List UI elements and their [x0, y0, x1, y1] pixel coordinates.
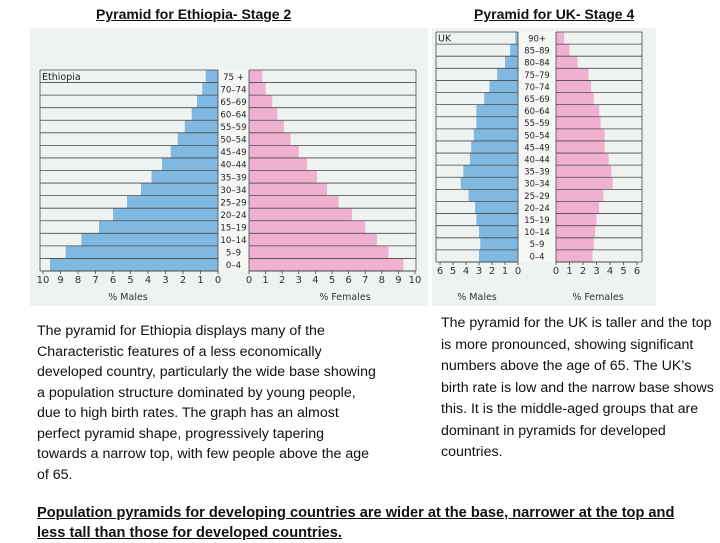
age-group-label: 75 + — [223, 72, 244, 83]
male-bar — [463, 165, 518, 177]
female-axis-tick: 4 — [606, 266, 614, 277]
female-axis-label: % Females — [572, 292, 624, 303]
female-axis-tick: 3 — [295, 275, 302, 286]
age-group-label: 20–24 — [220, 210, 247, 221]
female-bar — [556, 201, 599, 213]
male-bar — [469, 189, 518, 201]
age-group-label: 40–44 — [220, 160, 247, 171]
female-axis-tick: 6 — [345, 275, 352, 286]
female-bar — [556, 93, 594, 105]
male-bar — [497, 68, 518, 80]
female-bar — [556, 117, 601, 129]
age-group-label: 25–29 — [220, 198, 247, 209]
age-group-label: 70–74 — [220, 85, 247, 96]
female-bar — [249, 196, 339, 209]
female-bar — [556, 141, 605, 153]
male-bar — [505, 56, 518, 68]
age-group-label: 80–84 — [524, 57, 550, 68]
male-axis-tick: 1 — [501, 266, 509, 277]
female-bar — [249, 70, 262, 83]
female-axis-tick: 7 — [362, 275, 369, 286]
male-bar — [162, 158, 218, 171]
female-axis-tick: 1 — [566, 266, 573, 277]
male-bar — [141, 183, 218, 196]
uk-description: The pyramid for the UK is taller and the top is more pronounced, showing significant numbers above the age of 65. The UK’s birth rate is low and the narrow base shows this. It is the middle-aged groups that are dominant in pyramids for developed countries. — [441, 315, 714, 460]
male-axis-tick: 10 — [36, 275, 50, 286]
female-axis-tick: 6 — [633, 266, 641, 277]
female-bar — [556, 250, 592, 262]
conclusion-text: Population pyramids for developing countries are wider at the base, narrower at the top and less tall than those for developed countries. — [37, 505, 675, 541]
male-bar — [475, 201, 518, 213]
male-bar — [99, 221, 218, 234]
age-group-label: 0–4 — [225, 261, 242, 272]
male-bar — [474, 129, 518, 141]
female-bar — [249, 158, 307, 171]
male-bar — [476, 105, 518, 117]
male-axis-tick: 2 — [179, 275, 187, 286]
male-axis-tick: 7 — [92, 275, 99, 286]
age-group-label: 20–24 — [524, 202, 550, 213]
male-bar — [461, 177, 518, 189]
male-axis-tick: 1 — [197, 275, 204, 286]
male-axis-tick: 0 — [214, 275, 222, 286]
age-group-label: 55–59 — [524, 118, 550, 129]
age-group-label: 30–34 — [524, 178, 550, 189]
female-axis-tick: 0 — [245, 275, 253, 286]
age-group-label: 60–64 — [524, 106, 550, 117]
male-bar — [484, 93, 518, 105]
male-bar — [50, 258, 218, 271]
male-axis-tick: 4 — [462, 266, 470, 277]
female-bar — [249, 133, 291, 146]
age-group-label: 5–9 — [225, 248, 242, 259]
ethiopia-pyramid-chart — [30, 28, 428, 306]
female-bar — [556, 153, 609, 165]
country-label: Ethiopia — [42, 72, 81, 84]
female-bar — [249, 246, 388, 259]
male-bar — [479, 226, 518, 238]
male-axis-tick: 6 — [109, 275, 117, 286]
female-bar — [556, 226, 595, 238]
age-group-label: 50–54 — [524, 130, 550, 141]
male-bar — [206, 70, 218, 83]
female-bar — [249, 208, 352, 221]
female-axis-tick: 1 — [262, 275, 269, 286]
female-bar — [249, 258, 403, 271]
age-group-label: 35–39 — [524, 166, 550, 177]
female-bar — [556, 56, 578, 68]
female-axis-tick: 5 — [620, 266, 627, 277]
age-group-label: 60–64 — [220, 110, 247, 121]
male-bar — [479, 250, 518, 262]
male-bar — [127, 196, 218, 209]
male-axis-label: % Males — [457, 292, 497, 303]
male-axis-tick: 9 — [57, 275, 64, 286]
male-axis-tick: 5 — [127, 275, 134, 286]
female-axis-tick: 3 — [593, 266, 600, 277]
male-axis-tick: 3 — [475, 266, 483, 277]
male-bar — [185, 120, 218, 133]
female-bar — [249, 120, 284, 133]
age-group-label: 75–79 — [524, 69, 550, 80]
female-axis-label: % Females — [319, 292, 371, 303]
female-axis-tick: 0 — [552, 266, 560, 277]
male-bar — [152, 171, 219, 184]
age-group-label: 45–49 — [524, 142, 550, 153]
uk-chart-title: Pyramid for UK- Stage 4 — [474, 6, 635, 22]
age-group-label: 55–59 — [220, 123, 247, 134]
male-bar — [470, 153, 518, 165]
female-axis-tick: 10 — [408, 275, 422, 286]
ethiopia-description: The pyramid for Ethiopia displays many of the Characteristic features of a less economically developed country, particularly the wide base showing a population structure dominated by young people, due to high birth rates. The graph has an almost perfect pyramid shape, progressively tapering towards a narrow top, with few people above the age of 65. — [37, 323, 376, 483]
female-bar — [249, 83, 266, 96]
male-bar — [476, 117, 518, 129]
age-group-label: 15–19 — [524, 215, 550, 226]
male-axis-tick: 4 — [144, 275, 152, 286]
age-group-label: 65–69 — [220, 97, 247, 108]
female-bar — [249, 233, 377, 246]
female-bar — [249, 221, 365, 234]
male-bar — [113, 208, 218, 221]
age-group-label: 50–54 — [220, 135, 247, 146]
female-bar — [556, 129, 605, 141]
age-group-label: 0–4 — [529, 251, 545, 262]
female-bar — [249, 183, 327, 196]
female-bar — [249, 145, 299, 158]
male-axis-tick: 0 — [514, 266, 522, 277]
female-bar — [556, 165, 611, 177]
female-bar — [249, 95, 272, 108]
ethiopia-chart-title: Pyramid for Ethiopia- Stage 2 — [96, 6, 292, 22]
male-bar — [480, 238, 518, 250]
age-group-label: 5–9 — [529, 239, 545, 250]
female-axis-tick: 8 — [378, 275, 385, 286]
age-group-label: 45–49 — [220, 148, 247, 159]
female-bar — [249, 171, 317, 184]
female-bar — [556, 68, 588, 80]
age-group-label: 10–14 — [220, 236, 247, 247]
male-bar — [66, 246, 218, 259]
female-axis-tick: 4 — [312, 275, 319, 286]
male-axis-tick: 2 — [488, 266, 496, 277]
country-label: UK — [438, 33, 452, 45]
female-bar — [556, 105, 599, 117]
age-group-label: 85–89 — [524, 45, 550, 56]
male-bar — [192, 108, 218, 121]
age-group-label: 40–44 — [524, 154, 550, 165]
age-group-label: 35–39 — [220, 173, 247, 184]
age-group-label: 10–14 — [524, 227, 550, 238]
male-bar — [510, 44, 518, 56]
uk-pyramid-chart — [432, 28, 656, 306]
male-axis-tick: 6 — [436, 266, 444, 277]
age-group-label: 25–29 — [524, 190, 550, 201]
male-bar — [489, 80, 518, 92]
male-bar — [82, 233, 219, 246]
male-axis-tick: 5 — [449, 266, 457, 277]
female-bar — [556, 44, 570, 56]
female-bar — [556, 177, 613, 189]
age-group-label: 15–19 — [220, 223, 247, 234]
male-axis-tick: 3 — [162, 275, 169, 286]
age-group-label: 65–69 — [524, 93, 550, 104]
age-group-label: 90+ — [528, 33, 546, 44]
male-bar — [197, 95, 218, 108]
male-bar — [171, 145, 218, 158]
female-axis-tick: 5 — [328, 275, 336, 286]
male-bar — [178, 133, 218, 146]
male-axis-label: % Males — [108, 292, 148, 303]
female-bar — [556, 32, 564, 44]
male-bar — [471, 141, 518, 153]
female-axis-tick: 9 — [395, 275, 402, 286]
female-bar — [556, 214, 597, 226]
female-bar — [556, 238, 594, 250]
male-axis-tick: 8 — [74, 275, 82, 286]
female-axis-tick: 2 — [279, 275, 286, 286]
male-bar — [202, 83, 218, 96]
female-axis-tick: 2 — [579, 266, 587, 277]
male-bar — [476, 214, 518, 226]
age-group-label: 30–34 — [220, 185, 247, 196]
female-bar — [556, 189, 603, 201]
female-bar — [249, 108, 277, 121]
age-group-label: 70–74 — [524, 81, 550, 92]
female-bar — [556, 80, 591, 92]
